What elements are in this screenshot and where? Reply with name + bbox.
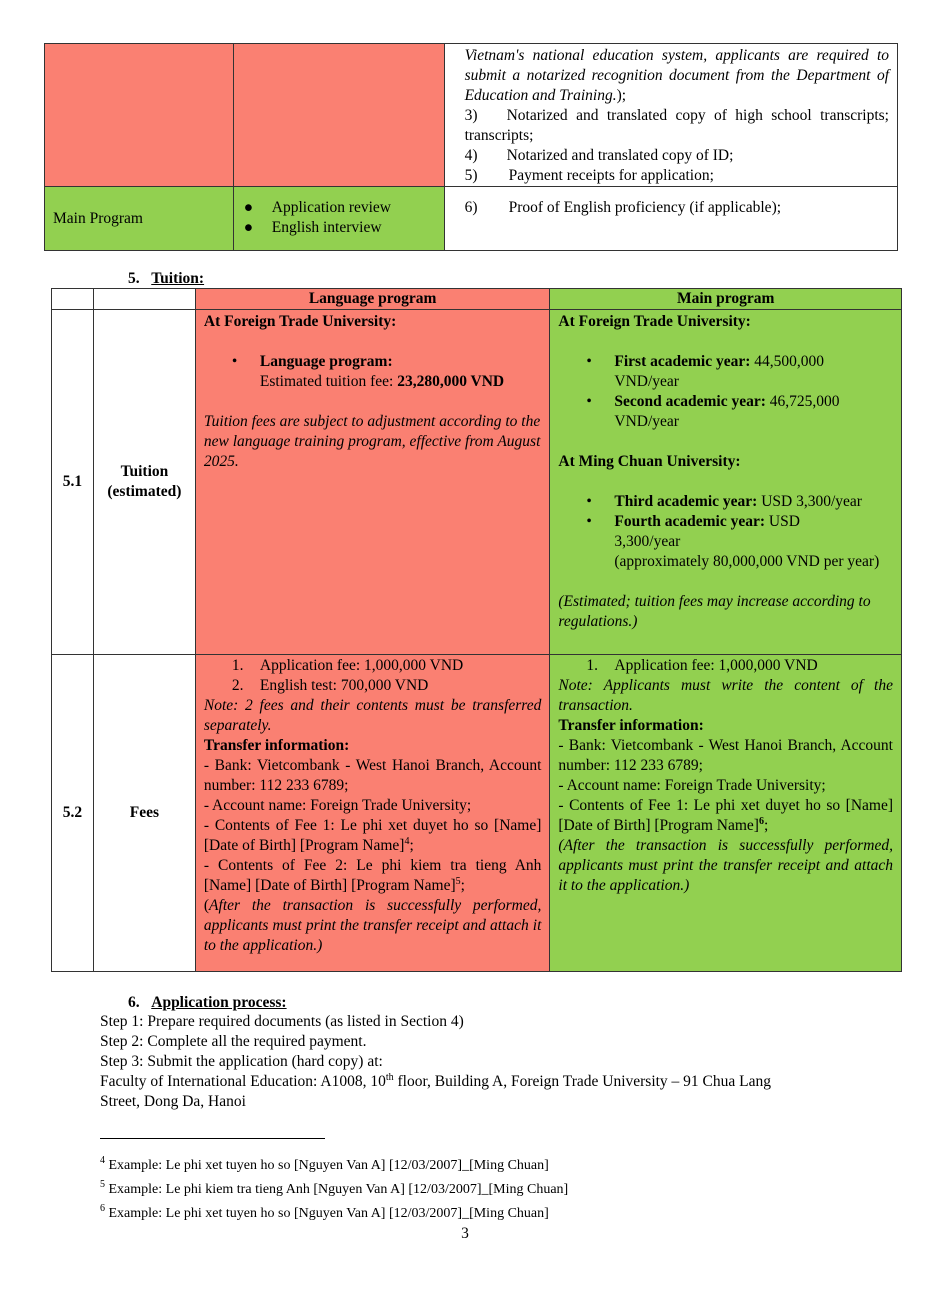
- main-year3-bullet: [558, 492, 893, 512]
- footnote-5: [100, 1178, 568, 1202]
- main-fee1-tail: ;: [763, 817, 769, 834]
- section5-title: Tuition:: [151, 270, 205, 287]
- doc-item-4-text: Notarized and translated copy of ID;: [506, 147, 734, 164]
- footnote-6: [100, 1202, 568, 1226]
- main-year4-bullet: [558, 512, 893, 572]
- bullet-icon: •: [231, 353, 238, 370]
- footnote-separator: [100, 1138, 325, 1139]
- footnote-5-text: Example: Le phi kiem tra tieng Anh [Nguyen Van A] [12/03/2007]_[Ming Chuan]: [105, 1182, 569, 1197]
- doc-item-3-num: 3): [464, 107, 478, 124]
- footnote-4-num: 4: [100, 1155, 105, 1166]
- row-5-1-label: [93, 310, 195, 655]
- table1-row1-col3: [444, 44, 897, 187]
- main-mcu-heading: At Ming Chuan University:: [558, 453, 741, 470]
- step-bullet-2-text: English interview: [271, 219, 382, 236]
- lang-fee-item-2-num: 2.: [231, 677, 244, 694]
- page-number: 3: [461, 1225, 469, 1242]
- table1-row1-col2: [233, 44, 444, 187]
- lang-fee1-contents: [204, 816, 542, 856]
- year2-value: 46,725,000: [765, 393, 840, 410]
- year1-value: 44,500,000: [750, 353, 825, 370]
- year2-unit: VND/year: [614, 413, 679, 430]
- doc-item-4: [465, 146, 889, 166]
- doc-item-6-text: Proof of English proficiency (if applicable);: [508, 199, 782, 216]
- step-bullet-2: [244, 218, 436, 238]
- step-bullet-1: [244, 198, 436, 218]
- main-year2-bullet: [558, 392, 893, 432]
- main-year1-bullet: [558, 352, 893, 392]
- header-language-label: Language program: [308, 290, 437, 307]
- lang-fee2-contents: [204, 856, 542, 896]
- lang-fee-value: 23,280,000 VND: [397, 373, 505, 390]
- doc-item-3-text: Notarized and translated copy of high school transcripts;: [506, 107, 889, 124]
- lang-fee-label: Estimated tuition fee:: [259, 373, 398, 390]
- header-main-label: Main program: [676, 290, 775, 307]
- recognition-note-tail: );: [616, 87, 627, 104]
- header-blank-2: [93, 289, 195, 310]
- requirements-table: [44, 43, 898, 251]
- lang-account-name: - Account name: Foreign Trade University;: [203, 797, 472, 814]
- tuition-main-cell: [550, 310, 902, 655]
- fees-main-cell: [550, 655, 902, 972]
- bullet-icon: ●: [243, 199, 254, 216]
- main-program-steps-cell: [233, 187, 444, 251]
- footnote-ref-4: 4: [404, 836, 410, 847]
- year3-title: Third academic year:: [614, 493, 758, 510]
- doc-item-5: [465, 166, 889, 186]
- tuition-estimated-label: (estimated): [107, 483, 182, 500]
- doc-item-6: [465, 198, 889, 218]
- address-sup: th: [385, 1072, 394, 1083]
- bullet-icon: •: [586, 513, 592, 530]
- lang-after-text: After the transaction is successfully performed, applicants must print the transfer receipt and attach it to the application.): [203, 897, 542, 954]
- lang-fee-line: [260, 372, 504, 392]
- year1-unit: VND/year: [614, 373, 679, 390]
- address-part-a: Faculty of International Education: A1008, 10: [100, 1073, 386, 1090]
- lang-fee-item-1-num: 1.: [231, 657, 244, 674]
- header-language-program: [195, 289, 550, 310]
- doc-item-5-text: Payment receipts for application;: [508, 167, 714, 184]
- main-program-label-cell: [45, 187, 234, 251]
- table1-row1-col1: [45, 44, 234, 187]
- section5-num: 5.: [128, 270, 140, 287]
- row-5-2-num-text: 5.2: [62, 804, 83, 821]
- main-fee-item-1-num: 1.: [586, 657, 599, 674]
- main-fee1-contents: [558, 796, 893, 836]
- lang-fee2-text: - Contents of Fee 2: Le phi kiem tra tieng Anh [Name] [Date of Birth] [Program Name]: [203, 857, 542, 894]
- bullet-icon: ●: [243, 219, 254, 236]
- tuition-label: Tuition: [120, 463, 169, 480]
- lang-transfer-heading: Transfer information:: [203, 737, 350, 754]
- step-3: Step 3: Submit the application (hard copy) at:: [100, 1053, 383, 1070]
- lang-tuition-bullet: [204, 352, 542, 392]
- fees-language-cell: [195, 655, 550, 972]
- bullet-icon: •: [586, 393, 592, 410]
- lang-fee1-tail: ;: [409, 837, 414, 854]
- year4-unit: 3,300/year: [614, 533, 681, 550]
- submission-address: [100, 1072, 890, 1092]
- step-2: Step 2: Complete all the required payment.: [100, 1033, 367, 1050]
- step-1: Step 1: Prepare required documents (as listed in Section 4): [100, 1013, 464, 1030]
- year4-approx: (approximately 80,000,000 VND per year): [614, 553, 880, 570]
- main-bank-info: - Bank: Vietcombank - West Hanoi Branch, Account number: 112 233 6789;: [558, 737, 893, 774]
- year4-value: USD: [765, 513, 800, 530]
- main-ftu-heading: At Foreign Trade University:: [558, 313, 751, 330]
- main-fee-item-1: [558, 656, 893, 676]
- bullet-icon: •: [586, 493, 592, 510]
- section6-num: 6.: [128, 994, 140, 1011]
- address-part-b: floor, Building A, Foreign Trade University – 91 Chua Lang: [393, 1073, 771, 1090]
- lang-tuition-note: Tuition fees are subject to adjustment according to the new language training program, effective from August 2025.: [203, 413, 541, 470]
- doc-item-3-cont: transcripts;: [464, 127, 534, 144]
- fees-label: Fees: [129, 804, 160, 821]
- lang-fees-note: Note: 2 fees and their contents must be transferred separately.: [203, 697, 542, 734]
- row-5-1-num: [52, 310, 94, 655]
- year2-title: Second academic year:: [614, 393, 766, 410]
- application-steps: [100, 1012, 890, 1112]
- year1-title: First academic year:: [614, 353, 751, 370]
- lang-fee-item-1: [204, 656, 542, 676]
- main-program-label: Main Program: [53, 209, 143, 227]
- tuition-table: [51, 288, 902, 972]
- footnote-6-num: 6: [100, 1203, 105, 1214]
- year3-value: USD 3,300/year: [757, 493, 862, 510]
- lang-after-open: (: [203, 897, 210, 914]
- lang-fee-item-1-text: Application fee: 1,000,000 VND: [259, 657, 464, 674]
- footnote-6-text: Example: Le phi xet tuyen ho so [Nguyen Van A] [12/03/2007]_[Ming Chuan]: [105, 1206, 549, 1221]
- recognition-note: Vietnam's national education system, applicants are required to submit a notarized recognition document from the Department of Education and Training.: [464, 47, 889, 104]
- doc-item-3: [465, 106, 889, 126]
- lang-fee-item-2-text: English test: 700,000 VND: [259, 677, 429, 694]
- lang-fee1-text: - Contents of Fee 1: Le phi xet duyet ho so [Name] [Date of Birth] [Program Name]: [203, 817, 542, 854]
- main-transfer-heading: Transfer information:: [558, 717, 704, 734]
- footnote-ref-6: 6: [758, 816, 764, 827]
- row-5-2-num: [52, 655, 94, 972]
- doc-item-5-num: 5): [464, 167, 478, 184]
- year4-title: Fourth academic year:: [614, 513, 766, 530]
- main-after-note: (After the transaction is successfully performed, applicants must print the transfer receipt and attach it to the application.): [558, 837, 893, 894]
- tuition-language-cell: [195, 310, 550, 655]
- footnotes: [100, 1154, 568, 1226]
- main-fee-item-1-text: Application fee: 1,000,000 VND: [614, 657, 818, 674]
- lang-fee-item-2: [204, 676, 542, 696]
- header-main-program: [550, 289, 902, 310]
- row-5-1-num-text: 5.1: [62, 473, 83, 490]
- row-5-2-label: [93, 655, 195, 972]
- header-blank-1: [52, 289, 94, 310]
- footnote-ref-5: 5: [455, 876, 461, 887]
- doc-item-4-num: 4): [464, 147, 478, 164]
- footnote-4-text: Example: Le phi xet tuyen ho so [Nguyen Van A] [12/03/2007]_[Ming Chuan]: [105, 1158, 549, 1173]
- lang-tuition-heading: At Foreign Trade University:: [203, 313, 397, 330]
- section5-heading: [128, 269, 204, 289]
- address-part-c: Street, Dong Da, Hanoi: [100, 1093, 246, 1110]
- footnote-5-num: 5: [100, 1179, 105, 1190]
- main-account-name: - Account name: Foreign Trade University;: [558, 777, 826, 794]
- lang-program-title: Language program:: [259, 353, 393, 370]
- footnote-4: [100, 1154, 568, 1178]
- doc-item-6-num: 6): [464, 199, 478, 216]
- lang-bank-info: - Bank: Vietcombank - West Hanoi Branch, Account number: 112 233 6789;: [203, 757, 542, 794]
- main-tuition-note: (Estimated; tuition fees may increase according to regulations.): [558, 593, 871, 630]
- step-bullet-1-text: Application review: [271, 199, 391, 216]
- lang-fee2-tail: ;: [460, 877, 465, 894]
- main-fees-note: Note: Applicants must write the content of the transaction.: [558, 677, 893, 714]
- bullet-icon: •: [586, 353, 592, 370]
- main-program-docs-cell: [444, 187, 897, 251]
- main-fee1-text: - Contents of Fee 1: Le phi xet duyet ho so [Name] [Date of Birth] [Program Name]: [558, 797, 893, 834]
- section6-title: Application process:: [151, 994, 287, 1011]
- lang-after-note: [204, 896, 542, 956]
- section6-heading: [128, 993, 287, 1013]
